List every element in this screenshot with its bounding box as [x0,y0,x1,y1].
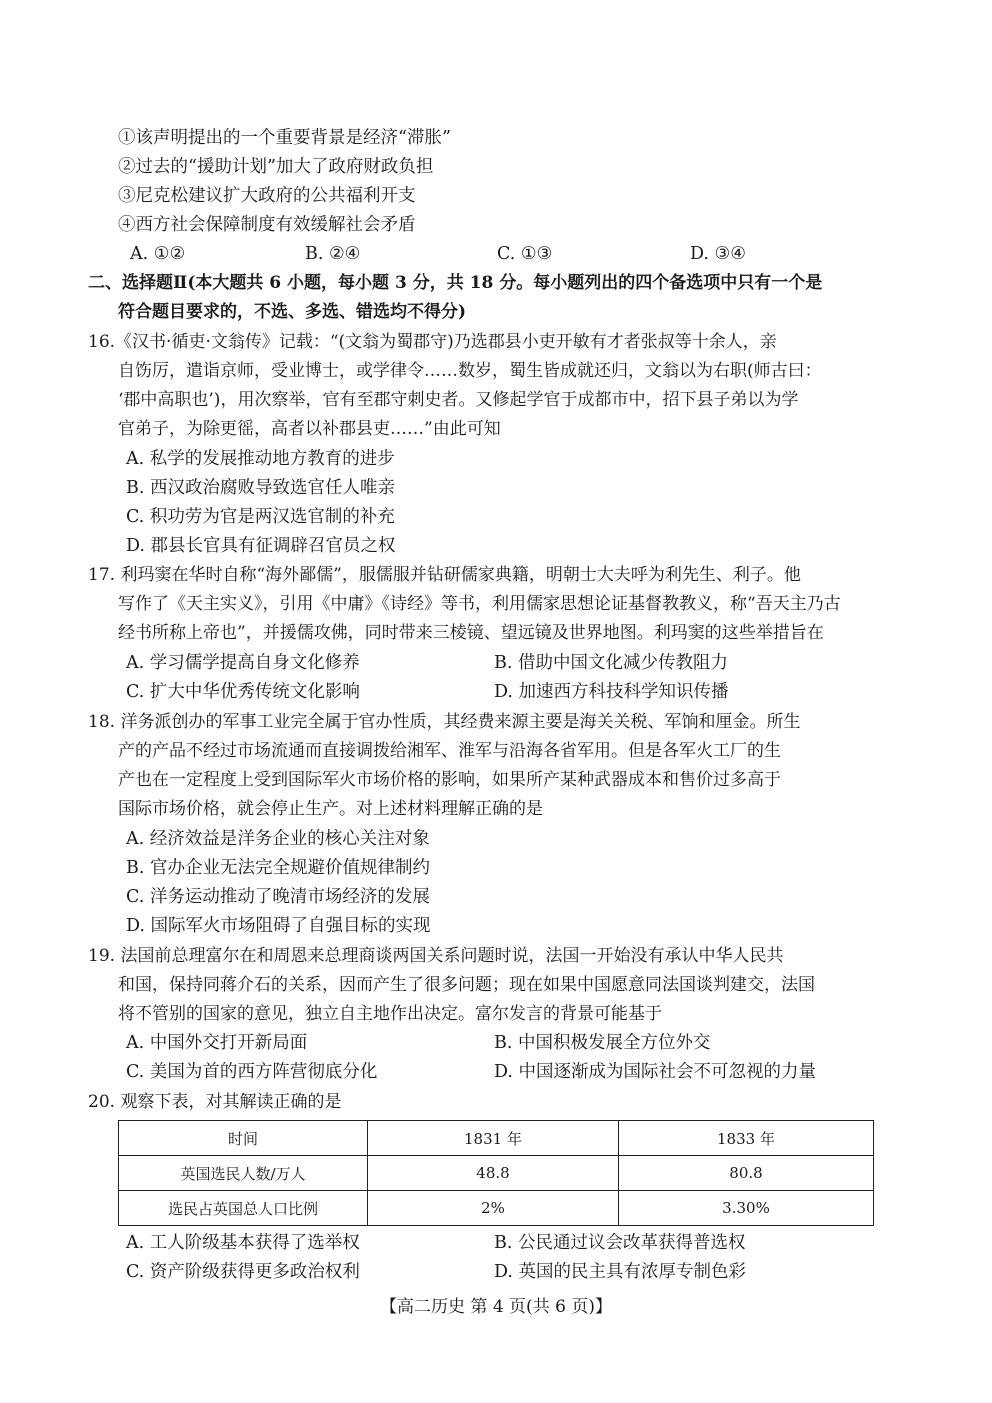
q15-option-b: B. ②④ [305,244,361,264]
q16-line-2: 自饬厉，遣诣京师，受业博士，或学律令……数岁，蜀生皆成就还归，文翁以为右职(师古曰： [118,361,822,381]
q19-option-c: C. 美国为首的西方阵营彻底分化 [126,1062,378,1082]
q15-statement-2: ②过去的“援助计划”加大了政府财政负担 [118,157,434,177]
table-cell: 48.8 [368,1156,619,1191]
q18-line-1: 18. 洋务派创办的军事工业完全属于官办性质，其经费来源主要是海关关税、军饷和厘金。所生 [88,712,801,732]
q19-line-3: 将不管别的国家的意见，独立自主地作出决定。富尔发言的背景可能基于 [118,1004,662,1024]
q17-option-d: D. 加速西方科技科学知识传播 [494,682,729,702]
q18-line-4: 国际市场价格，就会停止生产。对上述材料理解正确的是 [118,799,543,819]
q18-option-d: D. 国际军火市场阻碍了自强目标的实现 [126,916,431,936]
table-header-cell: 时间 [119,1121,368,1156]
q19-option-a: A. 中国外交打开新局面 [126,1033,308,1053]
table-row [119,1156,874,1191]
q19-line-2: 和国，保持同蒋介石的关系，因而产生了很多问题；现在如果中国愿意同法国谈判建交，法国 [118,975,815,995]
q15-statement-3: ③尼克松建议扩大政府的公共福利开支 [118,186,416,206]
table-header-cell: 1831 年 [368,1121,619,1156]
q16-option-c: C. 积功劳为官是两汉选官制的补充 [126,507,395,527]
q19-line-1: 19. 法国前总理富尔在和周恩来总理商谈两国关系问题时说，法国一开始没有承认中华人民共 [88,946,784,966]
table-cell: 80.8 [619,1156,874,1191]
q18-line-2: 产的产品不经过市场流通而直接调拨给湘军、淮军与沿海各省军用。但是各军火工厂的生 [118,741,781,761]
section2-heading-line2: 符合题目要求的，不选、多选、错选均不得分) [118,302,467,322]
q16-option-b: B. 西汉政治腐败导致选官任人唯亲 [126,478,395,498]
table-cell: 英国选民人数/万人 [119,1156,368,1191]
q18-option-a: A. 经济效益是洋务企业的核心关注对象 [126,829,430,849]
table-cell: 2% [368,1191,619,1226]
table-cell: 选民占英国总人口比例 [119,1191,368,1226]
q16-line-1: 16.《汉书·循吏·文翁传》记载：“(文翁为蜀郡守)乃选郡县小吏开敏有才者张叔等十余人，亲 [88,332,777,352]
q20-option-b: B. 公民通过议会改革获得普选权 [494,1233,746,1253]
q17-option-a: A. 学习儒学提高自身文化修养 [126,653,360,673]
q20-stem: 20. 观察下表，对其解读正确的是 [88,1092,342,1112]
table-header-cell: 1833 年 [619,1121,874,1156]
q16-option-d: D. 郡县长官具有征调辟召官员之权 [126,536,396,556]
q16-line-4: 官弟子，为除更徭，高者以补郡县吏……”由此可知 [118,419,501,439]
q17-line-2: 写作了《天主实义》，引用《中庸》《诗经》等书，利用儒家思想论证基督教教义，称“吾天主乃古 [118,594,841,614]
q15-option-a: A. ①② [130,244,186,264]
q17-option-b: B. 借助中国文化减少传教阻力 [494,653,728,673]
q18-option-b: B. 官办企业无法完全规避价值规律制约 [126,858,430,878]
q15-statement-1: ①该声明提出的一个重要背景是经济“滞胀” [118,128,451,148]
q16-line-3: ‘郡中高职也’)，用次察举，官有至郡守刺史者。又修起学官于成都市中，招下县子弟以为学 [118,390,799,410]
q17-option-c: C. 扩大中华优秀传统文化影响 [126,682,360,702]
q15-option-c: C. ①③ [497,244,553,264]
q15-statement-4: ④西方社会保障制度有效缓解社会矛盾 [118,215,416,235]
table-cell: 3.30% [619,1191,874,1226]
table-row [119,1191,874,1226]
q19-option-b: B. 中国积极发展全方位外交 [494,1033,711,1053]
table-header-row [119,1121,874,1156]
q17-line-1: 17. 利玛窦在华时自称“海外鄙儒”，服儒服并钻研儒家典籍，明朝士大夫呼为利先生、利子。他 [88,565,801,585]
q17-line-3: 经书所称上帝也”，并援儒攻佛，同时带来三棱镜、望远镜及世界地图。利玛窦的这些举措旨在 [118,623,824,643]
q16-option-a: A. 私学的发展推动地方教育的进步 [126,449,395,469]
q20-option-a: A. 工人阶级基本获得了选举权 [126,1233,360,1253]
q19-option-d: D. 中国逐渐成为国际社会不可忽视的力量 [494,1062,817,1082]
election-data-table [118,1120,874,1226]
q20-option-d: D. 英国的民主具有浓厚专制色彩 [494,1262,747,1282]
q18-line-3: 产也在一定程度上受到国际军火市场价格的影响，如果所产某种武器成本和售价过多高于 [118,770,781,790]
q18-option-c: C. 洋务运动推动了晚清市场经济的发展 [126,887,430,907]
q15-option-d: D. ③④ [690,244,746,264]
page-footer: 【高二历史 第 4 页(共 6 页)】 [380,1297,612,1317]
q20-option-c: C. 资产阶级获得更多政治权利 [126,1262,360,1282]
section2-heading-line1: 二、选择题Ⅱ(本大题共 6 小题，每小题 3 分，共 18 分。每小题列出的四个备选项中只有一个是 [88,273,823,293]
